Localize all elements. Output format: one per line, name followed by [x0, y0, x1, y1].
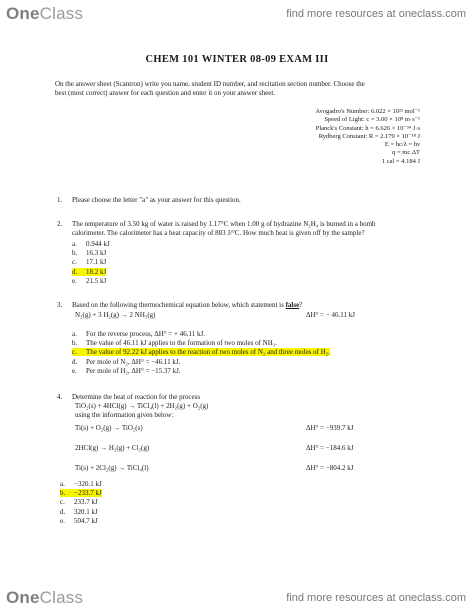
question-4-target-equation: TiO₂(s) + 4HCl(g) → TiCl₄(l) + 2H₂(g) + O₂(g) [75, 402, 209, 410]
question-4-text-2: using the information given below: [75, 411, 174, 419]
intro-line-1: On the answer sheet (Scantron) write you name, student ID number, and recitation section number. Choose the [55, 80, 365, 88]
header-tagline-link[interactable]: find more resources at oneclass.com [286, 8, 466, 20]
question-2-number: 2. [57, 220, 63, 228]
answer-highlight: d. 18.2 kJ [72, 267, 107, 276]
question-2-text-2: calorimeter. The calorimeter has a heat capacity of 883 J/°C. How much heat is given off by the sample? [72, 229, 365, 237]
q4-option-d[interactable]: d. 320.1 kJ [60, 507, 98, 516]
q3-option-d[interactable]: d. Per mole of N₂, ΔH° = −46.11 kJ. [72, 357, 181, 366]
brand-one: One [6, 588, 40, 607]
question-3-text: Based on the following thermochemical equation below, which statement is false? [72, 301, 303, 309]
constant-avogadro: Avogadro's Number: 6.022 × 10²³ mol⁻¹ [315, 108, 420, 115]
footer-tagline-link[interactable]: find more resources at oneclass.com [286, 592, 466, 604]
brand-class: Class [39, 4, 84, 23]
given-enthalpy-2: ΔH° = −184.6 kJ [306, 444, 354, 452]
question-3-number: 3. [57, 301, 63, 309]
given-equation-1: Ti(s) + O₂(g) → TiO₂(s) [75, 424, 143, 432]
formula-heat: q = mc ΔT [392, 149, 420, 157]
question-3-options [72, 330, 330, 376]
q4-option-a[interactable]: a. −320.1 kJ [60, 480, 102, 488]
given-equation-3: Ti(s) + 2Cl₂(g) → TiCl₄(l) [75, 464, 149, 472]
question-1-text: Please choose the letter "a" as your answer for this question. [72, 196, 241, 204]
given-enthalpy-1: ΔH° = −939.7 kJ [306, 424, 354, 432]
brand-class: Class [39, 588, 84, 607]
q2-option-b[interactable]: b. 16.3 kJ [72, 249, 107, 258]
footer-brand-logo[interactable] [6, 588, 83, 608]
q2-option-c[interactable]: c. 17.1 kJ [72, 258, 107, 267]
question-4-number: 4. [57, 393, 63, 401]
q4-option-e[interactable]: e. 504.7 kJ [60, 516, 98, 525]
q3-option-b[interactable]: b. The value of 46.11 kJ applies to the formation of two moles of NH₃. [72, 339, 277, 348]
q3-option-a[interactable]: a. For the reverse process, ΔH° = + 46.11 kJ. [72, 330, 205, 338]
q2-option-d[interactable] [72, 268, 110, 277]
q3-option-c[interactable] [72, 348, 330, 357]
constants-block [200, 108, 420, 166]
answer-highlight: c. The value of 92.22 kJ applies to the reaction of two moles of N₂ and three moles of H₂. [72, 348, 330, 357]
q2-option-a[interactable]: a. 0.944 kJ [72, 240, 110, 248]
question-3-equation: N₂(g) + 3 H₂(g) → 2 NH₃(g) [75, 311, 156, 319]
formula-calorie: 1 cal = 4.184 J [381, 157, 420, 165]
emphasis-false: false [285, 301, 300, 309]
question-4-text-1: Determine the heat of reaction for the process [72, 393, 201, 401]
constant-speed-of-light: Speed of Light: c = 3.00 × 10⁸ m·s⁻¹ [324, 116, 420, 124]
brand-one: One [6, 4, 40, 23]
question-2-text-1: The temperature of 3.50 kg of water is raised by 1.17°C when 1.00 g of hydrazine N₂H₄ is burned in a bomb [72, 220, 376, 228]
answer-highlight: b. −233.7 kJ [60, 489, 102, 498]
question-4-options [60, 480, 102, 526]
q2-option-e[interactable]: e. 21.5 kJ [72, 276, 107, 285]
question-2-options [72, 240, 110, 286]
q4-option-b[interactable] [60, 489, 102, 498]
constant-rydberg: Rydberg Constant: R = 2.179 × 10⁻¹⁸ J [318, 132, 420, 140]
formula-energy: E = hc/λ = hν [384, 141, 420, 149]
q3-option-e[interactable]: e. Per mole of H₂, ΔH° = −15.37 kJ. [72, 366, 181, 375]
intro-line-2: best (most correct) answer for each question and enter it on your answer sheet. [55, 89, 276, 97]
q4-option-c[interactable]: c. 233.7 kJ [60, 498, 98, 507]
given-enthalpy-3: ΔH° = −804.2 kJ [306, 464, 354, 472]
constant-planck: Planck's Constant: h = 6.626 × 10⁻³⁴ J·s [315, 124, 420, 132]
question-3-equation-enthalpy: ΔH° = − 46.11 kJ [306, 311, 355, 319]
given-equation-2: 2HCl(g) → H₂(g) + Cl₂(g) [75, 444, 150, 452]
exam-title: CHEM 101 WINTER 08-09 EXAM III [145, 54, 329, 65]
question-1-number: 1. [57, 196, 63, 204]
header-brand-logo[interactable] [6, 4, 83, 24]
